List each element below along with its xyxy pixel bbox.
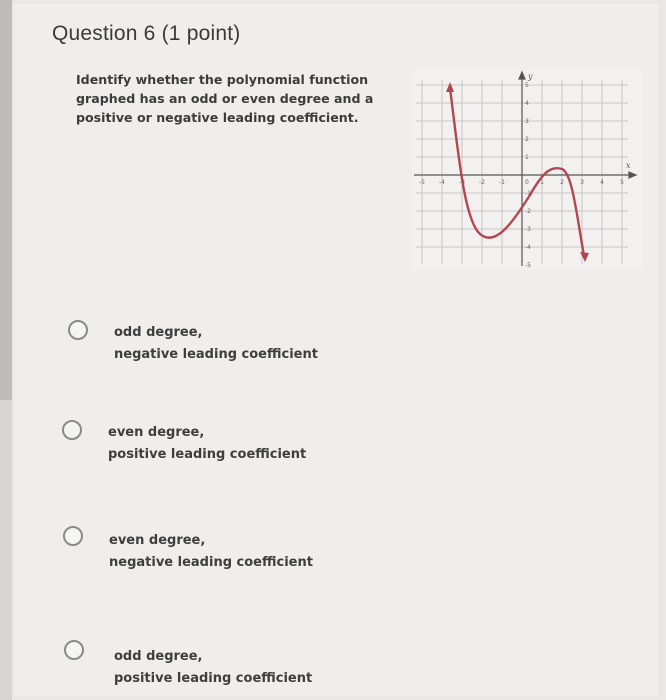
- option-label-line2: positive leading coefficient: [114, 671, 313, 686]
- option-label-line2: positive leading coefficient: [108, 447, 307, 462]
- y-tick-label: 4: [525, 100, 529, 107]
- x-tick-label: -1: [499, 179, 505, 186]
- question-title: Question 6 (1 point): [52, 22, 241, 45]
- option-label-line2: negative leading coefficient: [114, 347, 318, 362]
- option-label-line1: odd degree,: [114, 325, 203, 340]
- radio-button[interactable]: [62, 420, 82, 440]
- y-tick-label: -4: [525, 244, 531, 251]
- y-tick-label: -2: [525, 208, 531, 215]
- left-edge-shadow: [0, 0, 12, 400]
- x-tick-label: -4: [439, 179, 445, 186]
- y-tick-label: -1: [525, 190, 531, 197]
- left-edge-strip: [0, 0, 12, 700]
- x-tick-label: 4: [600, 179, 604, 186]
- y-tick-label: -5: [525, 262, 531, 269]
- radio-button[interactable]: [63, 526, 83, 546]
- y-zero-label: 0: [525, 179, 529, 186]
- x-tick-label: 3: [580, 179, 584, 186]
- x-tick-label: -5: [419, 179, 425, 186]
- polynomial-graph: [412, 70, 642, 270]
- y-tick-label: -3: [525, 226, 531, 233]
- x-tick-label: -2: [479, 179, 485, 186]
- y-tick-label: 2: [525, 136, 529, 143]
- option-label-line2: negative leading coefficient: [109, 555, 313, 570]
- y-tick-label: 3: [525, 118, 529, 125]
- option-even-negative[interactable]: [63, 524, 343, 574]
- question-prompt: Identify whether the polynomial function graphed has an odd or even degree and a positive or negative leading coefficient.: [76, 72, 374, 125]
- option-odd-negative[interactable]: [68, 318, 348, 368]
- option-label-line1: even degree,: [109, 533, 206, 548]
- radio-button[interactable]: [68, 320, 88, 340]
- x-tick-label: 1: [540, 179, 544, 186]
- x-tick-label: 5: [620, 179, 624, 186]
- x-tick-label: -3: [459, 179, 465, 186]
- y-tick-label: 1: [525, 154, 529, 161]
- option-odd-positive[interactable]: [64, 638, 344, 688]
- x-axis-label: x: [626, 161, 631, 170]
- option-even-positive[interactable]: [62, 418, 342, 468]
- option-label-line1: even degree,: [108, 425, 205, 440]
- option-label-line1: odd degree,: [114, 649, 203, 664]
- x-tick-label: 2: [560, 179, 564, 186]
- radio-button[interactable]: [64, 640, 84, 660]
- y-tick-label: 5: [525, 82, 529, 89]
- y-axis-label: y: [528, 72, 533, 81]
